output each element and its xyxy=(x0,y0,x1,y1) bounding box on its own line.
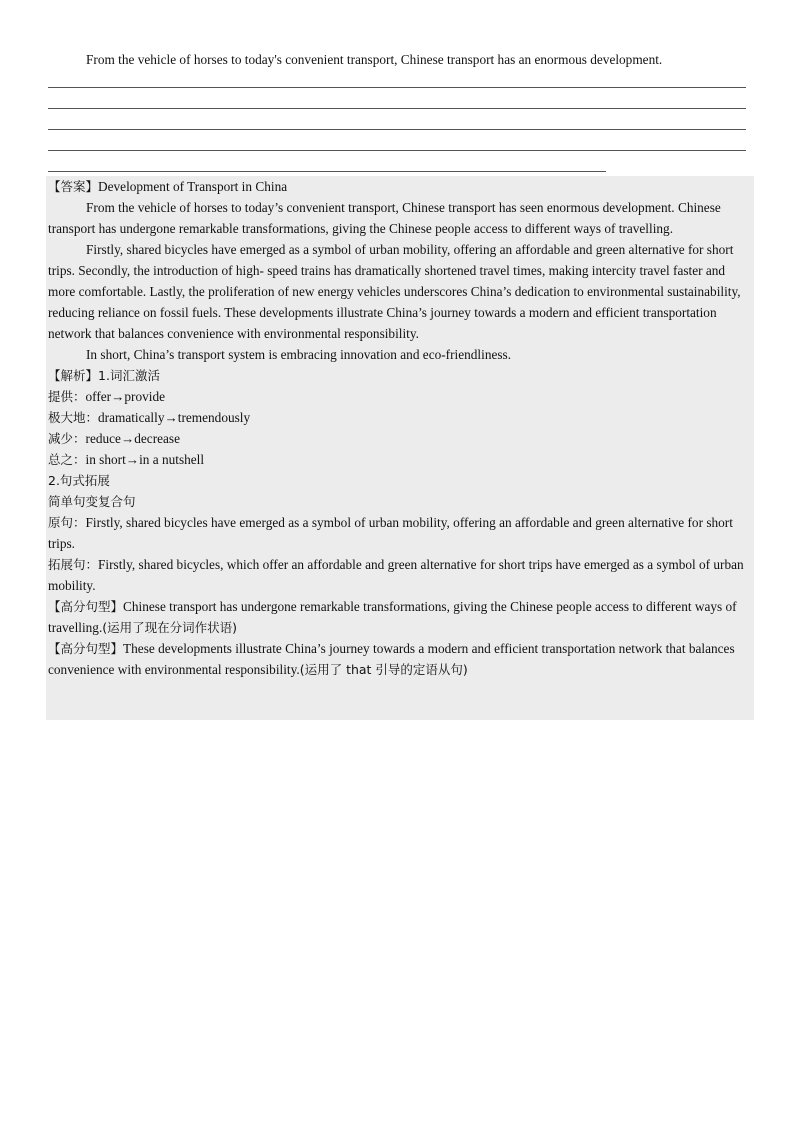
vocab-item xyxy=(48,386,754,407)
highlight-note: (运用了现在分词作状语) xyxy=(102,620,238,635)
answer-paragraph: In short, China’s transport system is embracing innovation and eco-friendliness. xyxy=(86,347,512,362)
writing-line xyxy=(48,150,746,151)
vocab-item xyxy=(48,449,754,470)
analysis-heading2-sub: 简单句变复合句 xyxy=(48,494,136,509)
answer-tag: 【答案】 xyxy=(48,179,99,194)
writing-line xyxy=(48,108,746,109)
vocab-value: in short→in a nutshell xyxy=(85,452,205,467)
writing-line xyxy=(48,171,606,172)
vocab-value: dramatically→tremendously xyxy=(98,410,251,425)
expanded-text: Firstly, shared bicycles, which offer an affordable and green alternative for short trips have emerged as a symbol of urban mobility. xyxy=(48,557,744,593)
highlight-text: These developments illustrate China’s journey towards a modern and efficient transportation network that balances convenience with environmental responsibility. xyxy=(48,641,735,677)
analysis-heading xyxy=(48,365,754,386)
writing-line xyxy=(48,87,746,88)
highlight-note: (运用了 that 引导的定语从句) xyxy=(299,662,468,677)
highlight-tag: 【高分句型】 xyxy=(48,599,124,614)
answer-paragraph: Firstly, shared bicycles have emerged as a symbol of urban mobility, offering an affordable and green alternative for short trips. Secondly, the introduction of high- speed trains has dramatically shortened travel times, making intercity travel faster and more comfortable. Lastly, the proliferation of new energy vehicles underscores China’s dedication to environmental sustainability, reducing reliance on fossil fuels. These developments illustrate China’s journey towards a modern and efficient transportation network that balances convenience with environmental responsibility. xyxy=(48,242,741,341)
vocab-item xyxy=(48,428,754,449)
highlight-tag: 【高分句型】 xyxy=(48,641,124,656)
highlight-sentence xyxy=(48,596,754,638)
expanded-sentence xyxy=(48,554,754,596)
vocab-value: reduce→decrease xyxy=(85,431,181,446)
answer-title: Development of Transport in China xyxy=(98,179,288,194)
vocab-item xyxy=(48,407,754,428)
vocab-label: 极大地： xyxy=(48,410,99,425)
original-label: 原句： xyxy=(48,515,86,530)
answer-title-line xyxy=(48,176,754,197)
vocab-label: 总之： xyxy=(48,452,86,467)
expanded-label: 拓展句： xyxy=(48,557,99,572)
analysis-heading1: 1.词汇激活 xyxy=(98,368,160,383)
analysis-heading2: 2.句式拓展 xyxy=(48,473,110,488)
analysis-tag: 【解析】 xyxy=(48,368,99,383)
original-sentence xyxy=(48,512,754,554)
vocab-label: 减少： xyxy=(48,431,86,446)
original-text: Firstly, shared bicycles have emerged as a symbol of urban mobility, offering an affordable and green alternative for short trips. xyxy=(48,515,733,551)
prompt-sentence: From the vehicle of horses to today's convenient transport, Chinese transport has an enormous development. xyxy=(86,52,663,67)
highlight-text: Chinese transport has undergone remarkable transformations, giving the Chinese people access to different ways of travelling. xyxy=(48,599,737,635)
answer-paragraph: From the vehicle of horses to today’s convenient transport, Chinese transport has seen enormous development. Chinese transport has undergone remarkable transformations, giving the Chinese people access to different ways of travelling. xyxy=(48,200,721,236)
writing-line xyxy=(48,129,746,130)
vocab-value: offer→provide xyxy=(85,389,166,404)
vocab-label: 提供： xyxy=(48,389,86,404)
answer-box xyxy=(46,176,754,720)
highlight-sentence xyxy=(48,638,754,680)
